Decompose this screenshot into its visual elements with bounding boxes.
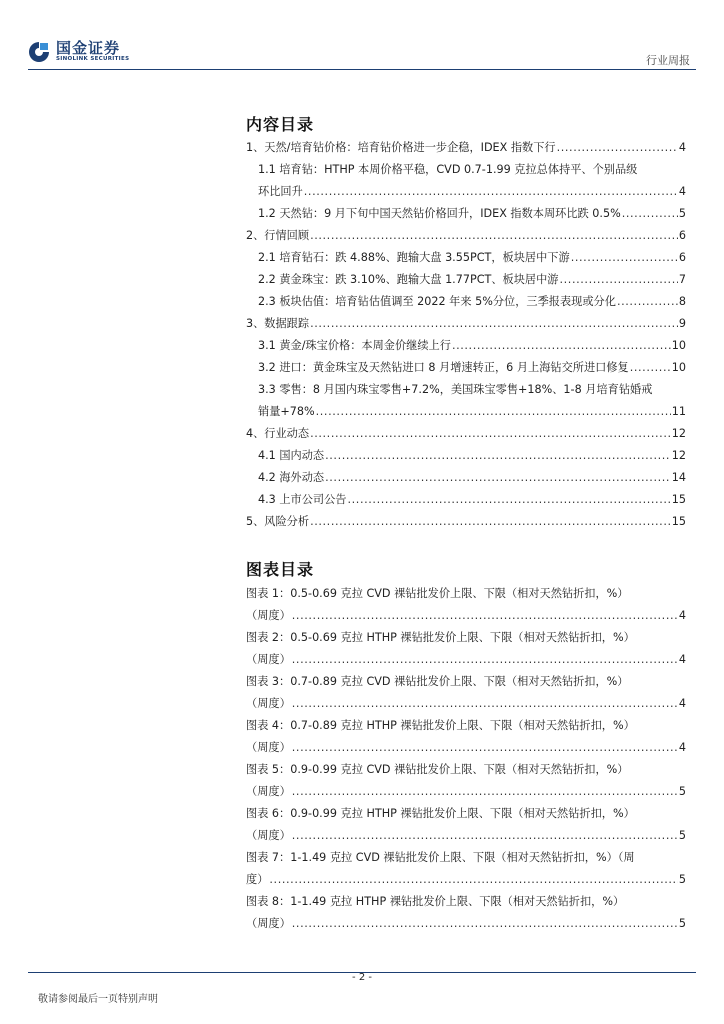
toc-entry[interactable] <box>246 203 686 225</box>
toc-leader-dots <box>347 489 670 511</box>
toc-entry[interactable] <box>246 693 686 715</box>
toc-page-number: 5 <box>678 873 686 886</box>
toc-page-number: 12 <box>671 449 686 462</box>
toc-page-number: 14 <box>671 471 686 484</box>
toc-leader-dots <box>292 605 678 627</box>
toc-page-number: 10 <box>671 361 686 374</box>
toc-entry[interactable] <box>246 737 686 759</box>
toc-entry[interactable] <box>246 627 686 649</box>
toc-entry-text: 2.1 培育钻石：跌 4.88%、跑输大盘 3.55PCT，板块居中下游 <box>258 251 570 264</box>
toc-entry[interactable] <box>246 445 686 467</box>
toc-leader-dots <box>292 649 678 671</box>
toc-entry[interactable] <box>246 715 686 737</box>
logo-icon <box>28 41 50 63</box>
toc-page-number: 5 <box>678 207 686 220</box>
logo-chinese-name: 国金证券 <box>56 39 121 57</box>
toc-leader-dots <box>310 313 678 335</box>
toc-leader-dots <box>325 445 671 467</box>
contents-title: 内容目录 <box>246 115 315 134</box>
toc-entry-text: 4.1 国内动态 <box>258 449 325 462</box>
toc-page-number: 15 <box>671 493 686 506</box>
contents-list <box>246 137 686 533</box>
toc-page-number: 6 <box>678 251 686 264</box>
toc-page-number: 9 <box>678 317 686 330</box>
toc-entry[interactable] <box>246 137 686 159</box>
toc-page-number: 8 <box>678 295 686 308</box>
toc-entry[interactable] <box>246 379 686 401</box>
toc-entry-text: 图表 6：0.9-0.99 克拉 HTHP 裸钻批发价上限、下限（相对天然钻折扣，%） <box>246 807 635 820</box>
toc-entry[interactable] <box>246 159 686 181</box>
toc-entry[interactable] <box>246 511 686 533</box>
toc-entry-text: 图表 7：1-1.49 克拉 CVD 裸钻批发价上限、下限（相对天然钻折扣，%）（周 <box>246 851 635 864</box>
toc-entry-text: 2.2 黄金珠宝：跌 3.10%、跑输大盘 1.77PCT、板块居中游 <box>258 273 559 286</box>
toc-entry-text: 4.2 海外动态 <box>258 471 325 484</box>
toc-leader-dots <box>292 913 678 935</box>
toc-entry-text: 4.3 上市公司公告 <box>258 493 347 506</box>
toc-entry[interactable] <box>246 269 686 291</box>
toc-entry-text: 销量+78% <box>258 405 315 418</box>
toc-entry-text: 1.2 天然钻：9 月下旬中国天然钻价格回升，IDEX 指数本周环比跌 0.5% <box>258 207 621 220</box>
toc-entry[interactable] <box>246 583 686 605</box>
toc-page-number: 4 <box>678 697 686 710</box>
toc-entry[interactable] <box>246 467 686 489</box>
toc-entry-text: 图表 2：0.5-0.69 克拉 HTHP 裸钻批发价上限、下限（相对天然钻折扣，%） <box>246 631 635 644</box>
toc-leader-dots <box>622 203 678 225</box>
toc-entry[interactable] <box>246 891 686 913</box>
toc-page-number: 4 <box>678 141 686 154</box>
toc-entry[interactable] <box>246 847 686 869</box>
toc-page-number: 5 <box>678 917 686 930</box>
toc-entry-text: 环比回升 <box>258 185 303 198</box>
toc-entry[interactable] <box>246 247 686 269</box>
toc-entry-text: 图表 4：0.7-0.89 克拉 HTHP 裸钻批发价上限、下限（相对天然钻折扣，%） <box>246 719 635 732</box>
toc-leader-dots <box>557 137 678 159</box>
toc-page-number: 15 <box>671 515 686 528</box>
toc-entry-text: 图表 1：0.5-0.69 克拉 CVD 裸钻批发价上限、下限（相对天然钻折扣，%） <box>246 587 629 600</box>
toc-page-number: 7 <box>678 273 686 286</box>
toc-leader-dots <box>269 869 677 891</box>
toc-entry[interactable] <box>246 913 686 935</box>
header-divider <box>28 69 696 70</box>
page-header <box>0 0 724 75</box>
company-logo <box>28 40 129 63</box>
toc-entry-text: （周度） <box>246 917 291 930</box>
toc-leader-dots <box>304 181 678 203</box>
toc-entry-text: 图表 3：0.7-0.89 克拉 CVD 裸钻批发价上限、下限（相对天然钻折扣，%） <box>246 675 629 688</box>
toc-page-number: 6 <box>678 229 686 242</box>
toc-entry-text: 1、天然/培育钻价格：培育钻价格进一步企稳，IDEX 指数下行 <box>246 141 556 154</box>
toc-leader-dots <box>292 737 678 759</box>
toc-entry-text: 4、行业动态 <box>246 427 310 440</box>
toc-entry-text: 度） <box>246 873 269 886</box>
toc-page-number: 5 <box>678 829 686 842</box>
toc-leader-dots <box>325 467 671 489</box>
toc-entry-text: 图表 5：0.9-0.99 克拉 CVD 裸钻批发价上限、下限（相对天然钻折扣，%） <box>246 763 629 776</box>
toc-leader-dots <box>310 225 678 247</box>
toc-entry-text: （周度） <box>246 609 291 622</box>
logo-english-name: SINOLINK SECURITIES <box>56 56 130 62</box>
toc-leader-dots <box>452 335 671 357</box>
toc-page-number: 4 <box>678 653 686 666</box>
toc-page-number: 11 <box>671 405 686 418</box>
toc-leader-dots <box>617 291 678 313</box>
toc-entry-text: （周度） <box>246 653 291 666</box>
toc-leader-dots <box>292 781 678 803</box>
toc-entry[interactable] <box>246 401 686 423</box>
toc-entry-text: 图表 8：1-1.49 克拉 HTHP 裸钻批发价上限、下限（相对天然钻折扣，%） <box>246 895 625 908</box>
toc-entry[interactable] <box>246 803 686 825</box>
toc-entry-text: （周度） <box>246 785 291 798</box>
toc-entry-text: 1.1 培育钻：HTHP 本周价格平稳，CVD 0.7-1.99 克拉总体持平、个别品级 <box>258 163 638 176</box>
toc-entry-text: 3.3 零售：8 月国内珠宝零售+7.2%，美国珠宝零售+18%、1-8 月培育钻婚戒 <box>258 383 653 396</box>
toc-entry-text: （周度） <box>246 741 291 754</box>
toc-page-number: 4 <box>678 185 686 198</box>
toc-entry[interactable] <box>246 759 686 781</box>
toc-entry[interactable] <box>246 357 686 379</box>
figures-title: 图表目录 <box>246 560 315 579</box>
toc-entry[interactable] <box>246 335 686 357</box>
toc-leader-dots <box>560 269 678 291</box>
toc-entry[interactable] <box>246 181 686 203</box>
toc-leader-dots <box>571 247 678 269</box>
toc-entry[interactable] <box>246 225 686 247</box>
toc-entry-text: （周度） <box>246 829 291 842</box>
toc-leader-dots <box>292 693 678 715</box>
toc-leader-dots <box>316 401 671 423</box>
toc-leader-dots <box>630 357 671 379</box>
disclaimer-note: 敬请参阅最后一页特别声明 <box>38 994 158 1005</box>
toc-page-number: 4 <box>678 609 686 622</box>
toc-leader-dots <box>310 511 671 533</box>
toc-page-number: 12 <box>671 427 686 440</box>
toc-entry-text: （周度） <box>246 697 291 710</box>
toc-page-number: 5 <box>678 785 686 798</box>
toc-entry[interactable] <box>246 489 686 511</box>
toc-entry[interactable] <box>246 825 686 847</box>
toc-entry[interactable] <box>246 671 686 693</box>
toc-leader-dots <box>310 423 671 445</box>
report-type-label: 行业周报 <box>646 54 690 67</box>
toc-entry-text: 3.2 进口：黄金珠宝及天然钻进口 8 月增速转正，6 月上海钻交所进口修复 <box>258 361 629 374</box>
toc-leader-dots <box>292 825 678 847</box>
page-number: - 2 - <box>352 972 372 983</box>
toc-entry-text: 3.1 黄金/珠宝价格：本周金价继续上行 <box>258 339 451 352</box>
toc-page-number: 10 <box>671 339 686 352</box>
toc-entry-text: 2、行情回顾 <box>246 229 310 242</box>
toc-entry[interactable] <box>246 313 686 335</box>
toc-entry-text: 5、风险分析 <box>246 515 310 528</box>
toc-entry[interactable] <box>246 291 686 313</box>
toc-page-number: 4 <box>678 741 686 754</box>
toc-entry-text: 2.3 板块估值：培育钻估值调至 2022 年来 5%分位，三季报表现或分化 <box>258 295 616 308</box>
toc-entry[interactable] <box>246 781 686 803</box>
figures-list <box>246 583 686 935</box>
toc-entry[interactable] <box>246 423 686 445</box>
toc-entry[interactable] <box>246 649 686 671</box>
toc-entry-text: 3、数据跟踪 <box>246 317 310 330</box>
toc-entry[interactable] <box>246 869 686 891</box>
toc-entry[interactable] <box>246 605 686 627</box>
